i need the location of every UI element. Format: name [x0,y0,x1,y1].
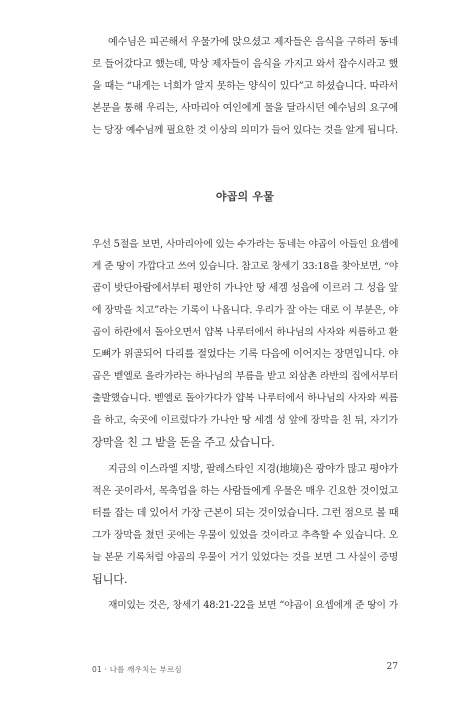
body-text-line: 터를 잡는 데 있어서 가장 근본이 되는 것이었습니다. 그런 점으로 볼 때 [92,508,399,519]
body-text-line: 예수님은 피곤해서 우물가에 앉으셨고 제자들은 음식을 구하러 동네 [108,37,398,48]
body-text-line: 에 장막을 치고”라는 기록이 나옵니다. 우리가 잘 아는 대로 이 부분은, 야 [92,305,398,316]
body-text-line: 출발했습니다. 벧엘로 돌아가다가 얍복 나루터에서 하나님의 사자와 씨름 [92,393,398,404]
body-text-line: 장막을 친 그 밭을 돈을 주고 샀습니다. [92,436,275,449]
body-text-line: 본문을 통해 우리는, 사마리아 여인에게 물을 달라시던 예수님의 요구에 [92,103,398,114]
body-text-line: 곱은 벧엘로 올라가라는 하나님의 부름을 받고 외삼촌 라반의 집에서부터 [92,371,398,382]
body-text-line: 늘 본문 기록처럼 야곱의 우물이 거기 있었다는 것을 보면 그 사실이 증명 [92,552,398,563]
body-text-line: 됩니다. [92,573,128,586]
section-heading: 야곱의 우물 [215,190,275,203]
body-text-line: 그가 장막을 쳤던 곳에는 우물이 있었을 것이라고 추측할 수 있습니다. 오 [92,530,398,541]
body-text-line: 도뼈가 위골되어 다리를 절었다는 기록 다음에 이어지는 장면입니다. 야 [92,349,398,360]
page-number: 27 [386,662,398,672]
body-text-line: 로 들어갔다고 했는데, 막상 제자들이 음식을 가지고 와서 잡수시라고 했 [92,59,398,70]
body-text-line: 적은 곳이라서, 목축업을 하는 사람들에게 우물은 매우 긴요한 것이었고 [92,486,398,497]
running-title: 01 · 나를 깨우치는 부르심 [92,665,182,674]
body-text-line: 지금의 이스라엘 지방, 팔레스타인 지경(地境)은 광야가 많고 평야가 [108,464,399,475]
body-text-line: 을 하고, 숙곳에 이르렀다가 가나안 땅 세겜 성 앞에 장막을 친 뒤, 자기가 [92,415,398,426]
body-text-line: 는 당장 예수님께 필요한 것 이상의 의미가 들어 있다는 것을 알게 됩니다. [92,125,399,136]
body-text-line: 게 준 땅이 가깝다고 쓰여 있습니다. 참고로 창세기 33:18을 찾아보면, “야 [92,261,398,272]
body-text-line: 을 때는 “내게는 너희가 알지 못하는 양식이 있다”고 하셨습니다. 따라서 [92,81,398,92]
body-text-line: 우선 5절을 보면, 사마리아에 있는 수가라는 동네는 야곱이 아들인 요셉에 [92,239,399,250]
body-text-line: 곱이 하란에서 돌아오면서 얍복 나루터에서 하나님의 사자와 씨름하고 환 [92,327,398,338]
body-text-line: 재미있는 것은, 창세기 48:21-22을 보면 “야곱이 요셉에게 준 땅이 가 [108,600,398,611]
body-text-line: 곱이 밧단아람에서부터 평안히 가나안 땅 세겜 성읍에 이르러 그 성읍 앞 [92,283,398,294]
